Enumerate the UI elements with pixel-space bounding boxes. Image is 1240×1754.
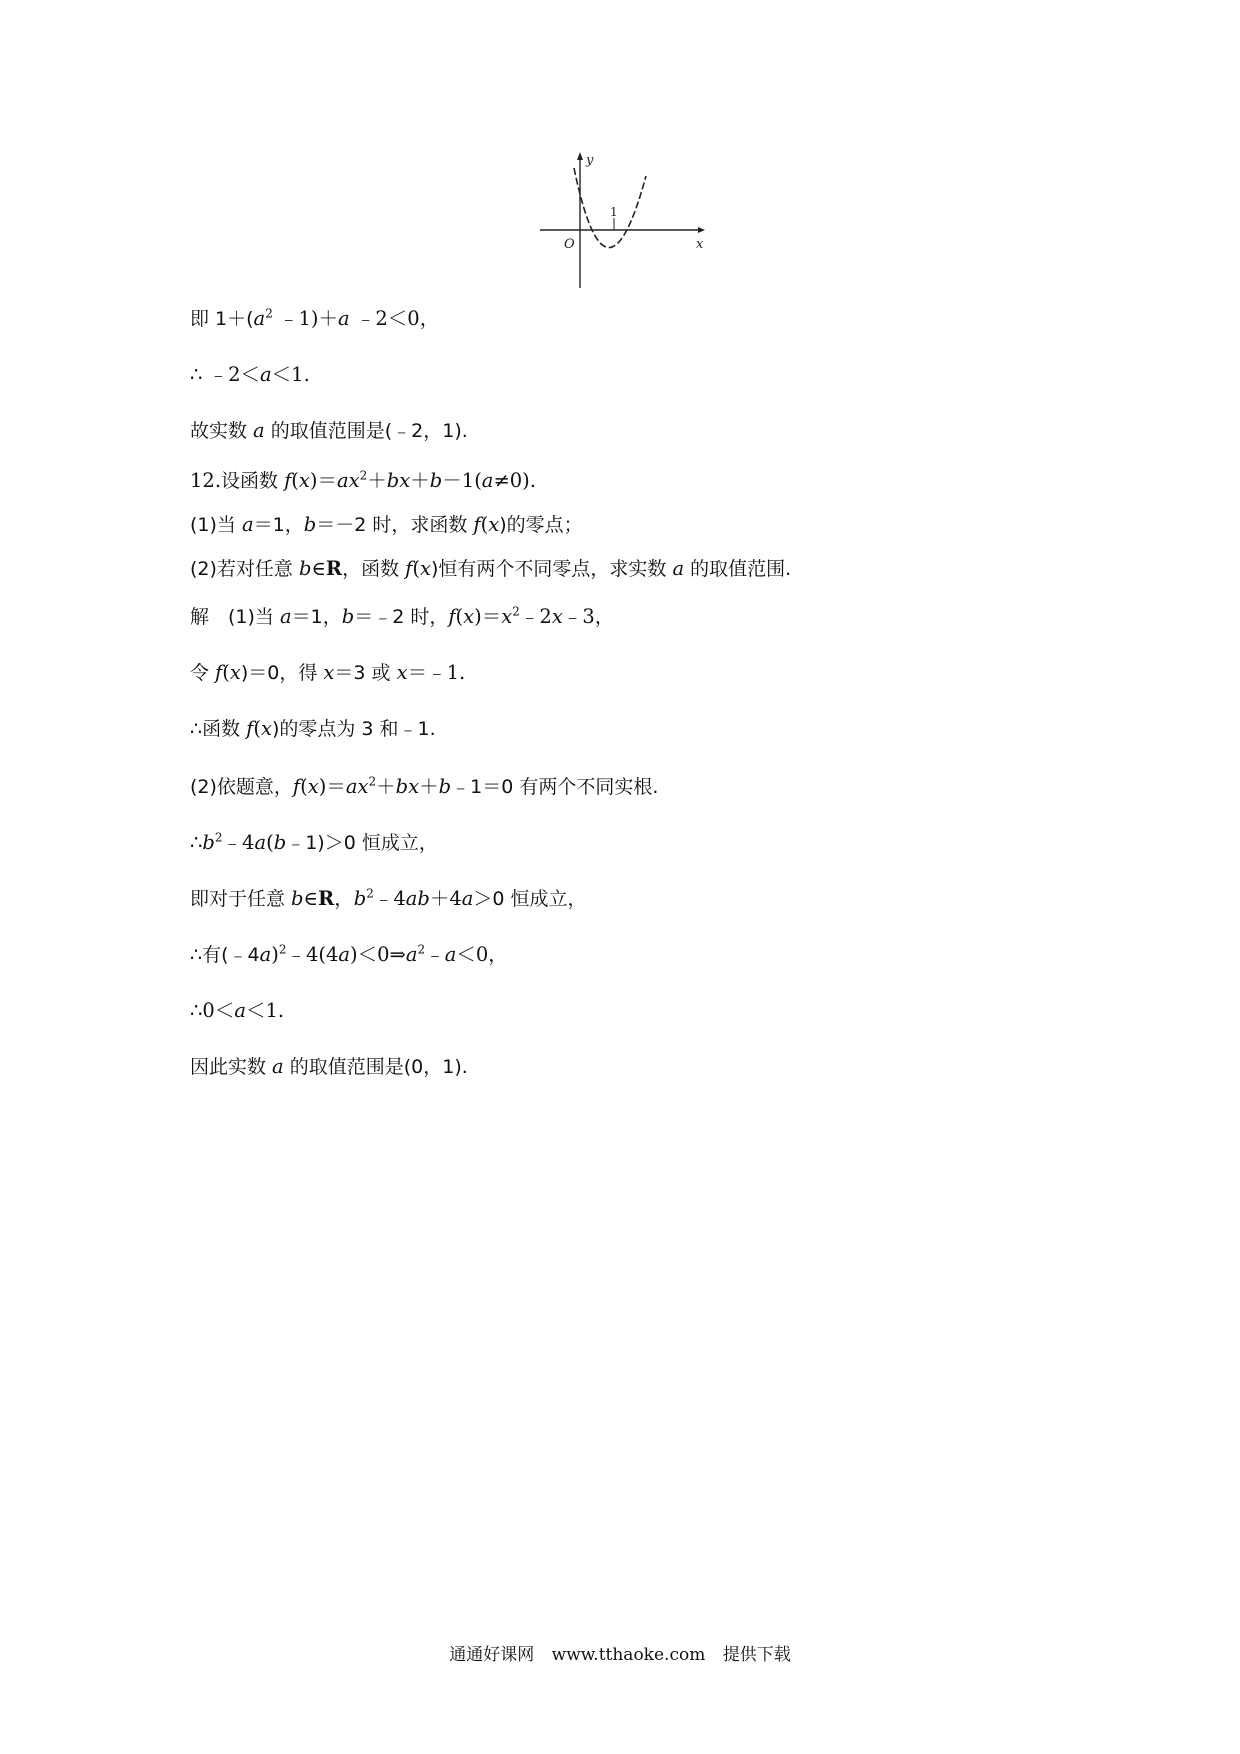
solution-step-2: 令 f(x)＝0，得 x＝3 或 x＝﹣1.	[190, 661, 466, 684]
text: ，	[334, 887, 354, 910]
var-a: a	[259, 943, 272, 966]
var-a: a	[234, 999, 246, 1022]
text: ＝	[317, 469, 338, 492]
text: ＋	[367, 469, 387, 492]
var-f: f	[448, 605, 456, 628]
footer-suffix: 提供下载	[722, 1645, 791, 1665]
exponent: 2	[512, 604, 520, 619]
origin-label: O	[564, 237, 575, 252]
set-R: R	[325, 557, 343, 580]
text: )恒有两个不同零点，求实数	[430, 558, 673, 580]
text: ＞0 恒成立，	[473, 888, 587, 910]
solution-step-7	[190, 942, 508, 968]
var-a: a	[481, 469, 494, 492]
solution-step-8	[190, 998, 284, 1024]
text: ＝1，	[253, 514, 304, 536]
var-a: a	[338, 943, 351, 966]
text: ＋	[376, 775, 396, 798]
text: (	[266, 831, 274, 854]
page-footer	[0, 1640, 1240, 1665]
text: ∴	[190, 831, 203, 854]
var-b: b	[303, 513, 317, 536]
var-f: f	[215, 661, 223, 684]
exponent: 2	[417, 942, 426, 957]
question-12-part-2: (2)若对任意 b∈R，函数 f(x)恒有两个不同零点，求实数 a 的取值范围.	[190, 557, 792, 580]
var-x: x	[419, 557, 431, 580]
solution-step-3: ∴函数 f(x)的零点为 3 和﹣1.	[190, 717, 436, 740]
text: ＋	[410, 469, 430, 492]
question-number: 12.	[190, 469, 222, 492]
var-a: a	[405, 943, 418, 966]
text: ﹣1＝0 有两个不同实根.	[451, 776, 659, 798]
text: (1)当	[190, 514, 242, 536]
text: ＋	[419, 775, 439, 798]
solution-step-5	[190, 830, 438, 856]
var-x: x	[463, 605, 475, 628]
exponent: 2	[359, 468, 368, 483]
text: )的零点；	[499, 514, 583, 536]
text: )＝0，得	[240, 662, 324, 684]
var-f: f	[405, 557, 413, 580]
text: ≠0).	[493, 469, 536, 492]
var-x: x	[323, 661, 335, 684]
var-bx: bx	[395, 775, 420, 798]
var-ax: ax	[345, 775, 369, 798]
solution-step-6	[190, 886, 587, 912]
var-a: a	[241, 513, 254, 536]
text: )＜0⇒	[350, 943, 406, 966]
var-x: x	[298, 469, 310, 492]
text: ﹣3，	[562, 605, 615, 628]
var-x: x	[260, 717, 272, 740]
text: 的取值范围是(﹣2，1).	[264, 420, 468, 442]
var-a: a	[253, 307, 266, 330]
exponent: 2	[366, 886, 374, 901]
text: 故实数	[190, 420, 254, 442]
text: ﹣2＜0，	[349, 307, 440, 330]
x-axis-arrow	[698, 227, 705, 233]
y-axis-arrow	[577, 152, 583, 160]
var-a: a	[254, 831, 267, 854]
text: ＝3 或	[334, 662, 397, 684]
var-a: a	[279, 605, 292, 628]
text: (2)依题意，	[190, 776, 293, 798]
var-f: f	[473, 513, 481, 536]
var-bx: bx	[386, 469, 411, 492]
set-R: R	[317, 887, 335, 910]
solution-final-answer	[190, 1054, 468, 1080]
exponent: 2	[214, 830, 223, 845]
text: 即 1＋(	[190, 308, 254, 330]
var-b: b	[273, 831, 287, 854]
text: ﹣	[425, 943, 445, 966]
text: )的零点为 3 和﹣1.	[271, 718, 436, 740]
var-x: x	[488, 513, 500, 536]
var-x: x	[229, 661, 241, 684]
var-b: b	[429, 469, 443, 492]
var-b: b	[202, 831, 215, 854]
var-f: f	[246, 717, 254, 740]
text: ∴有(﹣4	[190, 944, 260, 966]
text: ＜1.	[271, 363, 310, 386]
text: 的取值范围是(0，1).	[283, 1056, 468, 1078]
var-b: b	[438, 775, 452, 798]
var-b: b	[298, 557, 312, 580]
text: ∴函数	[190, 718, 247, 740]
text: ﹣4	[373, 887, 406, 910]
text: (2)若对任意	[190, 558, 299, 580]
text: ＝－2 时，求函数	[316, 514, 474, 536]
text: ﹣4	[222, 831, 255, 854]
exponent: 2	[278, 942, 287, 957]
var-b: b	[291, 887, 304, 910]
footer-url[interactable]: www.tthaoke.com	[551, 1645, 706, 1665]
var-a: a	[461, 887, 474, 910]
var-ax: ax	[337, 469, 360, 492]
var-x: x	[396, 661, 408, 684]
var-f: f	[284, 469, 292, 492]
text: 的取值范围.	[684, 558, 792, 580]
var-ab: ab	[405, 887, 430, 910]
var-a: a	[253, 419, 265, 442]
text: ＜0，	[456, 943, 508, 966]
var-a: a	[272, 1055, 284, 1078]
var-x: x	[307, 775, 319, 798]
text: 因此实数	[190, 1056, 273, 1078]
tick-label-1: 1	[610, 205, 618, 219]
solution-line-inequality	[190, 306, 439, 332]
x-axis-label: x	[696, 237, 704, 252]
text: ﹣1)＞0 恒成立，	[286, 832, 438, 854]
var-x: x	[551, 605, 563, 628]
text: ＝﹣1.	[407, 661, 466, 684]
question-12-part-1: (1)当 a＝1，b＝－2 时，求函数 f(x)的零点；	[190, 513, 583, 536]
var-a: a	[338, 307, 350, 330]
var-a: a	[444, 943, 457, 966]
var-a: a	[260, 363, 272, 386]
text: ∴ ﹣2＜	[190, 363, 261, 386]
footer-site-name: 通通好课网	[449, 1645, 535, 1665]
text: ＝1，	[291, 606, 342, 628]
text: ∴0＜	[190, 999, 235, 1022]
text: 即对于任意	[190, 888, 292, 910]
y-axis-label: y	[586, 153, 594, 168]
text: ∈	[311, 557, 326, 580]
var-b: b	[353, 887, 367, 910]
solution-step-1: 解 (1)当 a＝1，b＝﹣2 时，$f(x)=x^2﹣2x﹣3$，	[190, 604, 615, 628]
var-f: f	[292, 775, 301, 798]
solution-line-range	[190, 362, 310, 388]
text: ﹣1)＋	[272, 307, 339, 330]
text: ＝﹣2 时，	[354, 606, 449, 628]
parabola-graph	[538, 148, 708, 290]
exponent: 2	[265, 306, 273, 321]
var-b: b	[341, 605, 355, 628]
solution-conclusion	[190, 418, 468, 444]
var-x: x	[501, 605, 513, 628]
text: 令	[190, 662, 216, 684]
text: ＋4	[429, 887, 462, 910]
solution-step-4: (2)依题意，$f(x)=ax^2+bx+b﹣1=0$ 有两个不同实根.	[190, 774, 659, 798]
text: 解 (1)当	[190, 606, 280, 628]
text: 设函数	[221, 470, 285, 492]
text: ﹣2	[519, 605, 552, 628]
text: ，函数	[342, 558, 406, 580]
text: ﹣4(4	[286, 943, 339, 966]
text: )＝	[474, 605, 502, 628]
text: ∈	[303, 887, 318, 910]
question-12-stem: 12.设函数 $f(x)=ax^2+bx+b-1(a\ne 0)$.	[190, 468, 536, 492]
text: )＝	[318, 775, 346, 798]
exponent: 2	[368, 774, 377, 789]
var-a: a	[672, 557, 685, 580]
text: －1(	[442, 469, 482, 492]
text: ＜1.	[245, 999, 285, 1022]
text: )	[271, 943, 279, 966]
